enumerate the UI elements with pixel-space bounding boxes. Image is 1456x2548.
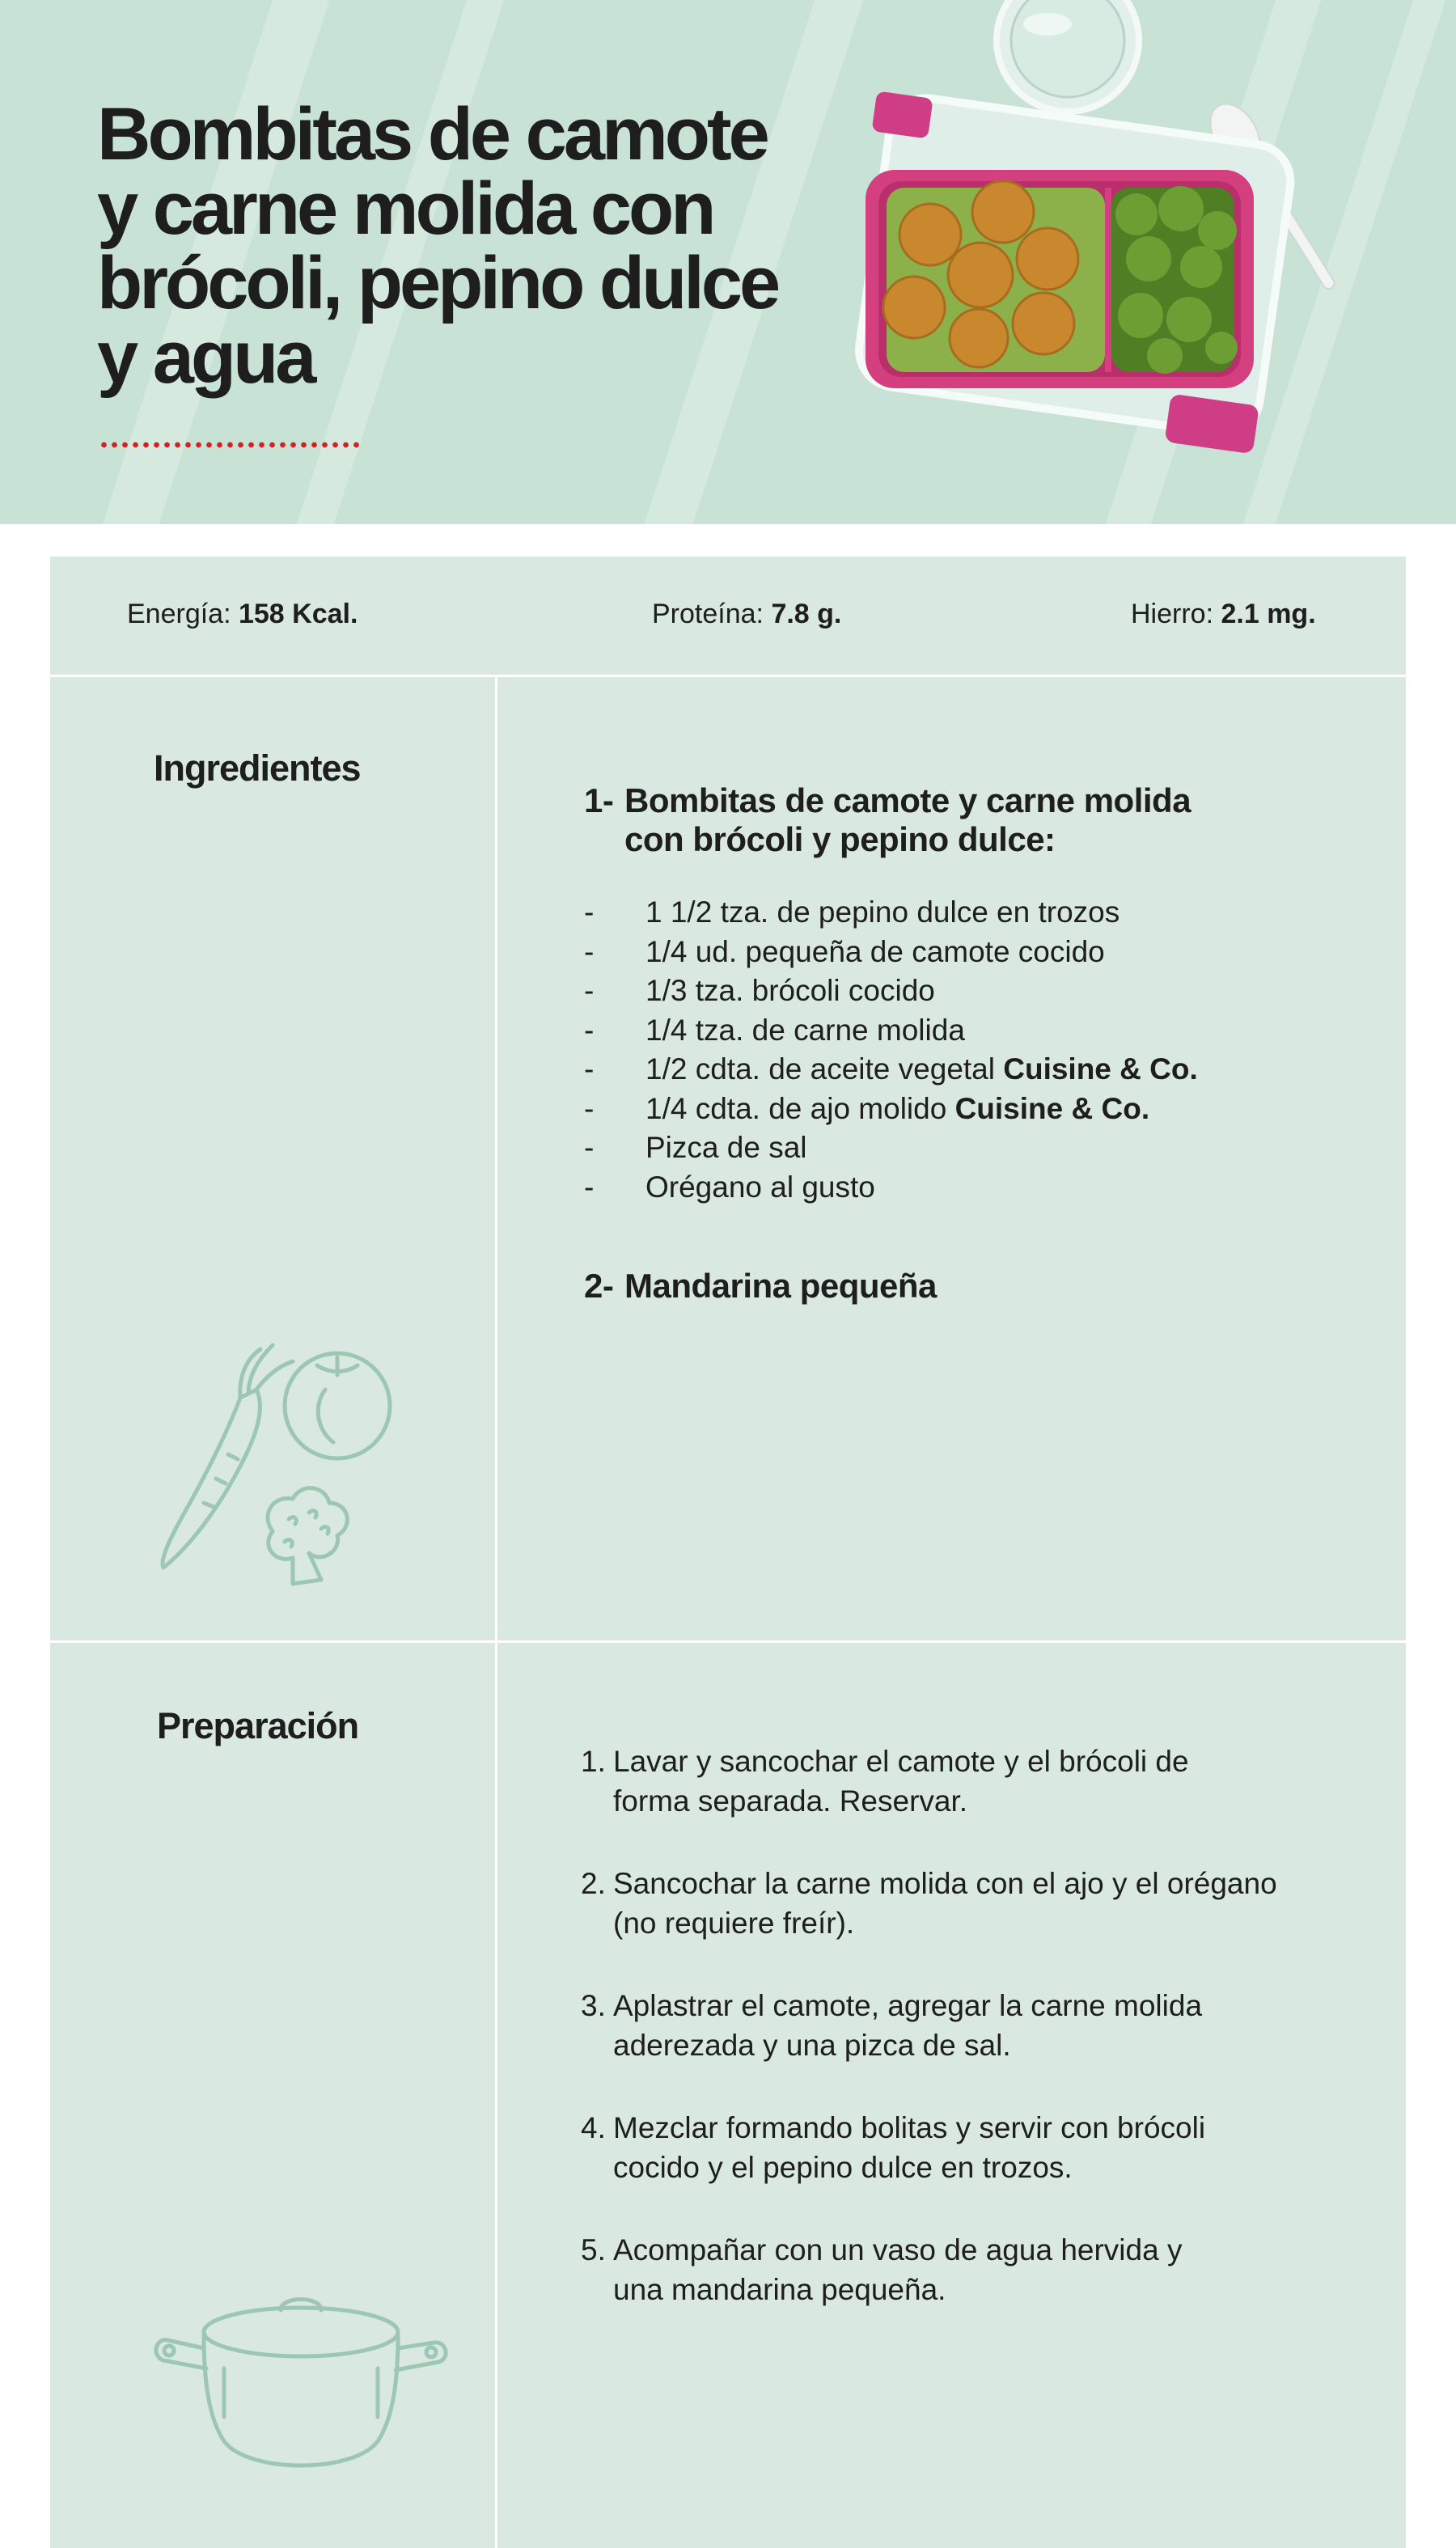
iron-label: Hierro: [1131, 599, 1214, 629]
cooking-pot-icon [135, 2288, 467, 2482]
group-number: 1- [584, 781, 614, 819]
group-title-line: Bombitas de camote y carne molida [624, 781, 1191, 819]
list-dash: - [584, 974, 595, 1007]
list-dash: - [584, 1013, 595, 1047]
energy-label: Energía: [127, 599, 231, 629]
title-line: Bombitas de camote [97, 93, 767, 176]
recipe-header [0, 0, 1456, 524]
list-dash: - [584, 895, 595, 929]
energy-value: 158 Kcal. [238, 599, 358, 629]
group-title-line: Mandarina pequeña [624, 1267, 937, 1305]
step-number: 5. [581, 2233, 606, 2267]
list-dash: - [584, 934, 595, 968]
ingredient-text [645, 933, 1105, 971]
ingredient-name: 1/4 ud. pequeña de camote cocido [645, 934, 1105, 968]
dotted-divider [99, 442, 364, 448]
column-divider [495, 677, 497, 2548]
title-line: brócoli, pepino dulce [97, 242, 778, 324]
step-text [613, 1864, 1277, 1943]
title-line: y agua [97, 316, 314, 399]
ingredient-text [645, 1090, 1149, 1128]
ingredient-name: 1/3 tza. brócoli cocido [645, 974, 935, 1007]
recipe-title [97, 93, 825, 399]
lunchbox-meatballs-broccoli-icon [841, 0, 1424, 485]
ingredient-text [645, 1011, 965, 1050]
step-line: Acompañar con un vaso de agua hervida y [613, 2233, 1183, 2267]
step-number: 4. [581, 2111, 606, 2144]
ingredient-text [645, 971, 935, 1010]
ingredients-heading: Ingredientes [154, 747, 361, 789]
protein-label: Proteína: [652, 599, 764, 629]
step-text [613, 1742, 1189, 1821]
vegetables-icon [127, 1341, 410, 1592]
ingredient-name: 1/4 tza. de carne molida [645, 1013, 965, 1047]
step-line: Lavar y sancochar el camote y el brócoli de [613, 1745, 1189, 1778]
ingredient-name: 1 1/2 tza. de pepino dulce en trozos [645, 895, 1120, 929]
step-text [613, 2108, 1205, 2187]
step-line: cocido y el pepino dulce en trozos. [613, 2151, 1073, 2184]
list-dash: - [584, 1170, 595, 1204]
list-dash: - [584, 1091, 595, 1125]
ingredient-text [645, 893, 1120, 932]
list-dash: - [584, 1052, 595, 1086]
ingredient-group-title [584, 1267, 937, 1306]
title-line: y carne molida con [97, 167, 713, 250]
nutrition-protein [652, 599, 841, 630]
step-line: Aplastrar el camote, agregar la carne molida [613, 1989, 1203, 2022]
ingredient-name: Pizca de sal [645, 1131, 807, 1164]
nutrition-bar [50, 557, 1406, 677]
nutrition-energy [127, 599, 358, 630]
iron-value: 2.1 mg. [1221, 599, 1316, 629]
step-line: (no requiere freír). [613, 1907, 855, 1940]
ingredient-text [645, 1050, 1198, 1089]
section-divider [50, 1640, 1406, 1643]
step-number: 2. [581, 1867, 606, 1900]
ingredient-name: Orégano al gusto [645, 1170, 875, 1204]
nutrition-iron [1131, 599, 1316, 630]
step-line: aderezada y una pizca de sal. [613, 2029, 1011, 2062]
step-line: Sancochar la carne molida con el ajo y el orégano [613, 1867, 1277, 1900]
preparation-heading: Preparación [157, 1705, 359, 1746]
ingredient-text [645, 1128, 807, 1167]
group-number: 2- [584, 1267, 614, 1305]
recipe-card [50, 557, 1406, 2548]
ingredient-group-title [584, 781, 1191, 859]
group-title-line: con brócoli y pepino dulce: [624, 820, 1056, 858]
step-number: 3. [581, 1989, 606, 2022]
ingredient-brand: Cuisine & Co. [1003, 1052, 1198, 1086]
step-line: Mezclar formando bolitas y servir con brócoli [613, 2111, 1206, 2144]
ingredient-text [645, 1168, 875, 1207]
step-number: 1. [581, 1745, 606, 1778]
ingredient-name: 1/2 cdta. de aceite vegetal [645, 1052, 1004, 1086]
step-line: forma separada. Reservar. [613, 1784, 968, 1818]
step-line: una mandarina pequeña. [613, 2273, 946, 2306]
ingredient-brand: Cuisine & Co. [954, 1091, 1150, 1125]
ingredient-name: 1/4 cdta. de ajo molido [645, 1091, 955, 1125]
step-text [613, 1986, 1202, 2065]
protein-value: 7.8 g. [771, 599, 842, 629]
step-text [613, 2230, 1182, 2309]
water-glass-icon [997, 0, 1139, 112]
list-dash: - [584, 1131, 595, 1164]
